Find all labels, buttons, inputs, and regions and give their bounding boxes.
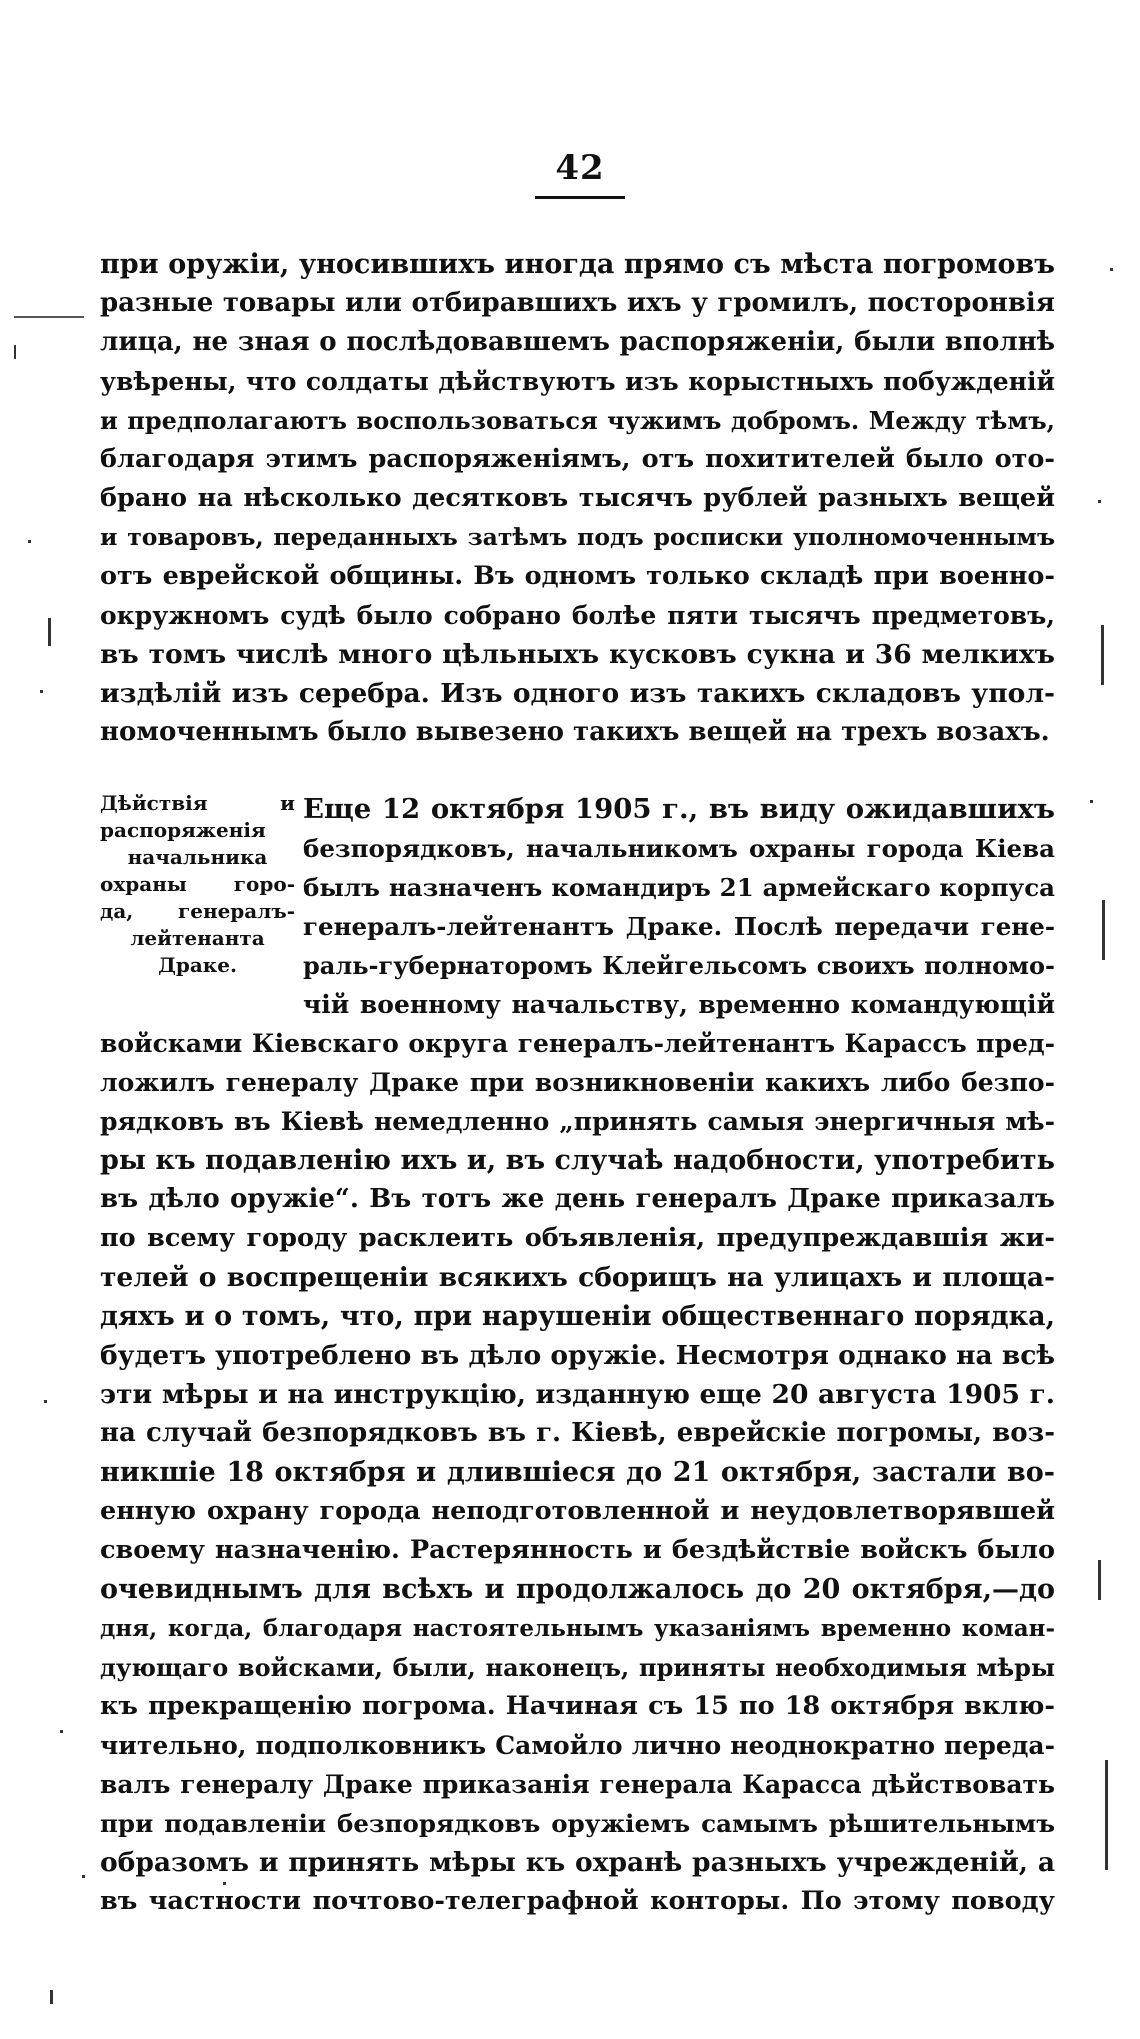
scan-speck [82, 1875, 85, 1878]
text-line: чительно, подполковникъ Самойло лично неоднократно переда- [100, 1731, 1055, 1760]
text-line: номоченнымъ было вывезено такихъ вещей на трехъ возахъ. [100, 717, 1050, 747]
text-line: при подавленіи безпорядковъ оружіемъ самымъ рѣшительнымъ [100, 1809, 1055, 1838]
text-line: эти мѣры и на инструкцію, изданную еще 20 августа 1905 г. [100, 1379, 1055, 1410]
sidenote-line: да, генералъ- [100, 899, 295, 923]
text-line: окружномъ судѣ было собрано болѣе пяти тысячъ предметовъ, [100, 601, 1055, 630]
scan-speck [14, 316, 84, 318]
scan-speck [1105, 1760, 1108, 1870]
text-line: брано на нѣсколько десятковъ тысячъ рублей разныхъ вещей [100, 483, 1055, 513]
scan-speck [1110, 268, 1113, 271]
text-line: лица, не зная о послѣдовавшемъ распоряженіи, были вполнѣ [100, 327, 1055, 357]
text-line: образомъ и принять мѣры къ охранѣ разныхъ учрежденій, а [100, 1847, 1055, 1878]
text-line: въ томъ числѣ много цѣльныхъ кусковъ сукна и 36 мелкихъ [100, 639, 1055, 670]
text-line: на случай безпорядковъ въ г. Кіевѣ, еврейскіе погромы, воз- [100, 1418, 1055, 1448]
text-line: отъ еврейской общины. Въ одномъ только складѣ при военно- [100, 561, 1055, 591]
text-line: дующаго войсками, были, наконецъ, приняты необходимыя мѣры [100, 1653, 1055, 1682]
text-line: при оружіи, уносившихъ иногда прямо съ мѣста погромовъ [100, 249, 1055, 280]
text-line: былъ назначенъ командиръ 21 армейскаго корпуса [303, 873, 1055, 902]
text-line: разные товары или отбиравшихъ ихъ у громилъ, посторонвія [100, 288, 1055, 318]
text-line: войсками Кіевскаго округа генералъ-лейтенантъ Карассъ пред- [100, 1029, 1055, 1058]
paragraph-1 [100, 245, 1055, 752]
scan-speck [48, 618, 51, 646]
text-line: рядковъ въ Кіевѣ немедленно „принять самыя энергичныя мѣ- [100, 1107, 1055, 1136]
scan-speck [1090, 800, 1093, 803]
paragraph-2-body [100, 1024, 1055, 1921]
text-line: никшіе 18 октября и длившіеся до 21 октября, застали во- [100, 1457, 1055, 1488]
scan-speck [40, 690, 43, 693]
scan-speck [1101, 625, 1104, 685]
scan-speck [223, 1882, 226, 1885]
paragraph-2-indented [303, 790, 1055, 1024]
text-line: Еще 12 октября 1905 г., въ виду ожидавшихъ [303, 793, 1055, 825]
text-line: генералъ-лейтенантъ Драке. Послѣ передачи гене- [303, 912, 1055, 941]
text-line: благодаря этимъ распоряженіямъ, отъ похитителей было ото- [100, 444, 1055, 474]
text-line: дяхъ и о томъ, что, при нарушеніи общественнаго порядка, [100, 1301, 1055, 1332]
text-line: очевиднымъ для всѣхъ и продолжалось до 20 октября,—до [100, 1574, 1055, 1605]
scan-speck [50, 1990, 53, 2004]
scan-speck [14, 345, 16, 359]
sidenote-line: начальника [127, 845, 268, 869]
scan-speck [1098, 1560, 1101, 1600]
text-line: чій военному начальству, временно командующій [303, 990, 1055, 1019]
sidenote-line: распоряженія [100, 818, 266, 842]
sidenote-line: охраны горо- [100, 872, 295, 896]
scan-speck [1098, 500, 1101, 503]
sidenote-line: лейтенанта [130, 926, 265, 950]
text-line: телей о воспрещеніи всякихъ сборищъ на улицахъ и площа- [100, 1262, 1055, 1293]
text-line: дня, когда, благодаря настоятельнымъ указаніямъ временно коман- [100, 1615, 1055, 1642]
scan-speck [28, 540, 31, 543]
text-line: и предполагаютъ воспользоваться чужимъ добромъ. Между тѣмъ, [100, 406, 1055, 435]
text-line: валъ генералу Драке приказанія генерала Карасса дѣйствовать [100, 1770, 1055, 1799]
text-line: безпорядковъ, начальникомъ охраны города Кіева [303, 834, 1055, 863]
text-line: въ дѣло оружіе“. Въ тотъ же день генералъ Драке приказалъ [100, 1184, 1055, 1214]
text-line: енную охрану города неподготовленной и неудовлетворявшей [100, 1496, 1055, 1526]
scan-speck [1102, 900, 1105, 960]
text-line: своему назначенію. Растерянность и бездѣйствіе войскъ было [100, 1535, 1055, 1565]
text-line: по всему городу расклеить объявленія, предупреждавшія жи- [100, 1223, 1055, 1253]
text-line: будетъ употреблено въ дѣло оружіе. Несмотря однако на всѣ [100, 1340, 1055, 1371]
text-line: въ частности почтово-телеграфной конторы. По этому поводу [100, 1886, 1055, 1916]
text-line: къ прекращенію погрома. Начиная съ 15 по 18 октября вклю- [100, 1691, 1055, 1721]
text-line: и товаровъ, переданныхъ затѣмъ подъ росписки уполномоченнымъ [100, 523, 1055, 551]
scan-speck [60, 1730, 63, 1733]
sidenote-line: Дѣйствія и [100, 791, 295, 815]
text-line: увѣрены, что солдаты дѣйствуютъ изъ корыстныхъ побужденій [100, 367, 1055, 396]
page-number-underline [535, 196, 625, 199]
text-line: ложилъ генералу Драке при возникновеніи какихъ либо безпо- [100, 1068, 1055, 1097]
text-line: издѣлій изъ серебра. Изъ одного изъ такихъ складовъ упол- [100, 678, 1055, 709]
text-line: ры къ подавленію ихъ и, въ случаѣ надобности, употребить [100, 1145, 1055, 1176]
margin-sidenote [100, 790, 295, 979]
sidenote-line: Драке. [158, 953, 237, 977]
page-number: 42 [555, 148, 605, 188]
scan-speck [44, 1400, 47, 1403]
text-line: раль-губернаторомъ Клейгельсомъ своихъ полномо- [303, 951, 1055, 980]
